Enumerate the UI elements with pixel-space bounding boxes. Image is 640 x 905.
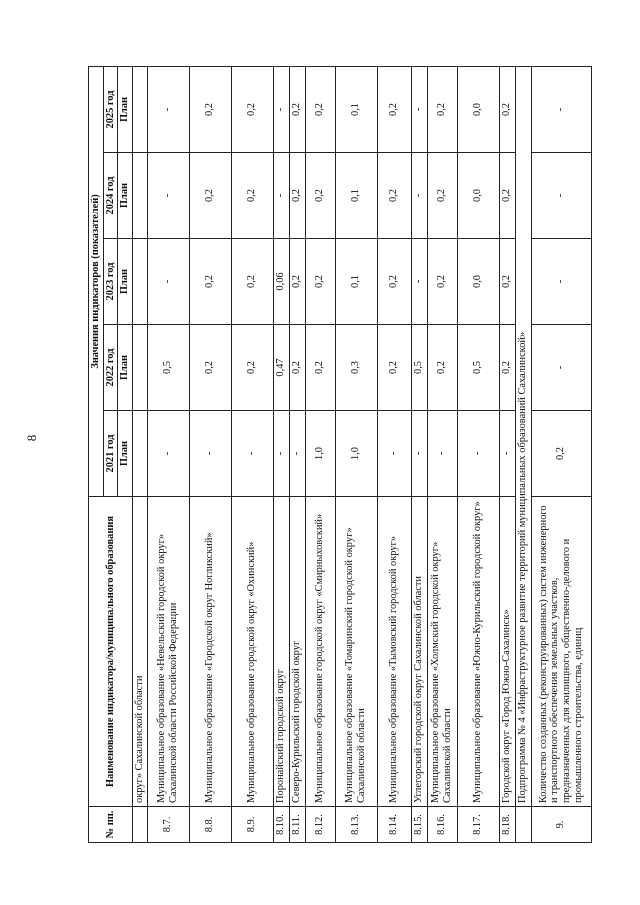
table-row (531, 66, 591, 842)
row-name: Северо-Курильский городской округ (289, 497, 305, 807)
header-year-2022: 2022 год (103, 325, 118, 411)
value-2025: - (147, 66, 189, 152)
table-row (377, 66, 411, 842)
cell-empty (132, 153, 147, 239)
value-2022: 0,2 (305, 325, 335, 411)
header-year-2023: 2023 год (103, 239, 118, 325)
value-2023: 0,2 (305, 239, 335, 325)
value-2023: 0,2 (499, 239, 515, 325)
row-name: Углегорский городской округ Сахалинской области (411, 497, 427, 807)
value-2022: 0,2 (289, 325, 305, 411)
row-name: Муниципальное образование «Городской округ Ногликский» (189, 497, 231, 807)
value-2023: 0,2 (289, 239, 305, 325)
table-row (189, 66, 231, 842)
value-2021: - (231, 411, 273, 497)
row-num (132, 807, 147, 843)
table-row (147, 66, 189, 842)
value-2024: 0,1 (335, 153, 377, 239)
value-2022: 0,2 (377, 325, 411, 411)
row-name: Поронайский городской округ (273, 497, 289, 807)
header-year-2024: 2024 год (103, 153, 118, 239)
row-name: Муниципальное образование «Холмский городской округ» Сахалинской области (427, 497, 457, 807)
value-2022: 0,2 (427, 325, 457, 411)
value-2022: 0,5 (147, 325, 189, 411)
value-2022: 0,2 (189, 325, 231, 411)
row-num: 8.12. (305, 807, 335, 843)
value-2022: 0,5 (457, 325, 499, 411)
value-2025: 0,2 (427, 66, 457, 152)
value-2021: 1,0 (305, 411, 335, 497)
value-2024: 0,2 (231, 153, 273, 239)
table-row (231, 66, 273, 842)
row-num: 8.17. (457, 807, 499, 843)
header-plan: План (118, 239, 133, 325)
value-2024: 0,0 (457, 153, 499, 239)
value-2025: 0,0 (457, 66, 499, 152)
table-row (335, 66, 377, 842)
row-num: 8.18. (499, 807, 515, 843)
row-name: Количество созданных (реконструированных) систем инженерного и транспортного обеспечения земельных участков, предназначенных для жилищного, общественно-делового и промышленного строительства, единиц (531, 497, 591, 807)
table-row (499, 66, 515, 842)
value-2021: - (273, 411, 289, 497)
page-number: 8 (24, 434, 39, 442)
header-year-2021: 2021 год (103, 411, 118, 497)
value-2021: - (377, 411, 411, 497)
value-2021: - (457, 411, 499, 497)
value-2024: 0,2 (427, 153, 457, 239)
value-2021: - (289, 411, 305, 497)
value-2023: 0,2 (377, 239, 411, 325)
value-2024: 0,2 (499, 153, 515, 239)
table-row (273, 66, 289, 842)
value-2023: - (531, 239, 591, 325)
header-year-2025: 2025 год (103, 66, 118, 152)
value-2024: - (147, 153, 189, 239)
value-2025: 0,2 (377, 66, 411, 152)
subprogram-title: Подпрограмма № 4 «Инфраструктурное развитие территорий муниципальных образований Сахалинской» (515, 66, 531, 806)
value-2025: 0,2 (305, 66, 335, 152)
row-name: Муниципальное образование «Томаринский городской округ» Сахалинской области (335, 497, 377, 807)
header-plan: План (118, 411, 133, 497)
value-2025: 0,2 (231, 66, 273, 152)
header-values-group: Значения индикаторов (показателей) (89, 66, 104, 496)
row-num: 8.10. (273, 807, 289, 843)
value-2025: 0,2 (499, 66, 515, 152)
table-row (289, 66, 305, 842)
cell-empty (132, 411, 147, 497)
value-2025: 0,2 (189, 66, 231, 152)
row-num: 8.16. (427, 807, 457, 843)
value-2025: - (411, 66, 427, 152)
cell-empty (132, 66, 147, 152)
value-2023: 0,2 (189, 239, 231, 325)
table-row (411, 66, 427, 842)
row-num: 8.13. (335, 807, 377, 843)
header-row-group (89, 66, 104, 842)
value-2025: - (531, 66, 591, 152)
cell-empty (132, 239, 147, 325)
header-name: Наименование индикатора/муниципального образования (89, 497, 133, 807)
value-2021: - (411, 411, 427, 497)
row-num: 8.7. (147, 807, 189, 843)
table-row (305, 66, 335, 842)
header-num: № пп. (89, 807, 133, 843)
table-row (427, 66, 457, 842)
row-num: 8.9. (231, 807, 273, 843)
table-row (457, 66, 499, 842)
value-2022: - (531, 325, 591, 411)
value-2023: 0,2 (231, 239, 273, 325)
value-2022: 0,5 (411, 325, 427, 411)
row-name: Муниципальное образование «Невельский городской округ» Сахалинской области Российской Федерации (147, 497, 189, 807)
table-row-continuation (132, 66, 147, 842)
value-2024: 0,2 (377, 153, 411, 239)
indicator-table (88, 66, 592, 843)
row-num: 8.15. (411, 807, 427, 843)
value-2022: 0,3 (335, 325, 377, 411)
value-2024: - (411, 153, 427, 239)
value-2022: 0,47 (273, 325, 289, 411)
value-2024: 0,2 (289, 153, 305, 239)
value-2023: 0,0 (457, 239, 499, 325)
row-name: Муниципальное образование городской округ «Охинский» (231, 497, 273, 807)
row-num: 8.11. (289, 807, 305, 843)
value-2022: 0,2 (231, 325, 273, 411)
value-2025: 0,1 (335, 66, 377, 152)
row-name: Городской округ «Город Южно-Сахалинск» (499, 497, 515, 807)
indicator-table-container (88, 67, 584, 843)
value-2024: - (273, 153, 289, 239)
header-plan: План (118, 153, 133, 239)
value-2025: 0,2 (289, 66, 305, 152)
value-2023: 0,2 (427, 239, 457, 325)
value-2021: - (189, 411, 231, 497)
value-2023: - (411, 239, 427, 325)
cell-empty (132, 325, 147, 411)
value-2023: - (147, 239, 189, 325)
header-plan: План (118, 325, 133, 411)
value-2021: - (499, 411, 515, 497)
value-2024: 0,2 (189, 153, 231, 239)
row-name: Муниципальное образование «Тымовский городской округ» (377, 497, 411, 807)
row-num: 8.14. (377, 807, 411, 843)
row-num (515, 807, 531, 843)
row-name: Муниципальное образование городской округ «Смирныховский» (305, 497, 335, 807)
value-2021: 1,0 (335, 411, 377, 497)
row-name: округ» Сахалинской области (132, 497, 147, 807)
value-2023: 0,1 (335, 239, 377, 325)
value-2021: 0,2 (531, 411, 591, 497)
value-2021: - (427, 411, 457, 497)
row-num: 8.8. (189, 807, 231, 843)
value-2023: 0,06 (273, 239, 289, 325)
subprogram-row (515, 66, 531, 842)
value-2024: - (531, 153, 591, 239)
row-name: Муниципальное образование «Южно-Курильский городской округ» (457, 497, 499, 807)
value-2025: - (273, 66, 289, 152)
row-num: 9. (531, 807, 591, 843)
value-2021: - (147, 411, 189, 497)
value-2024: 0,2 (305, 153, 335, 239)
value-2022: 0,2 (499, 325, 515, 411)
header-plan: План (118, 66, 133, 152)
